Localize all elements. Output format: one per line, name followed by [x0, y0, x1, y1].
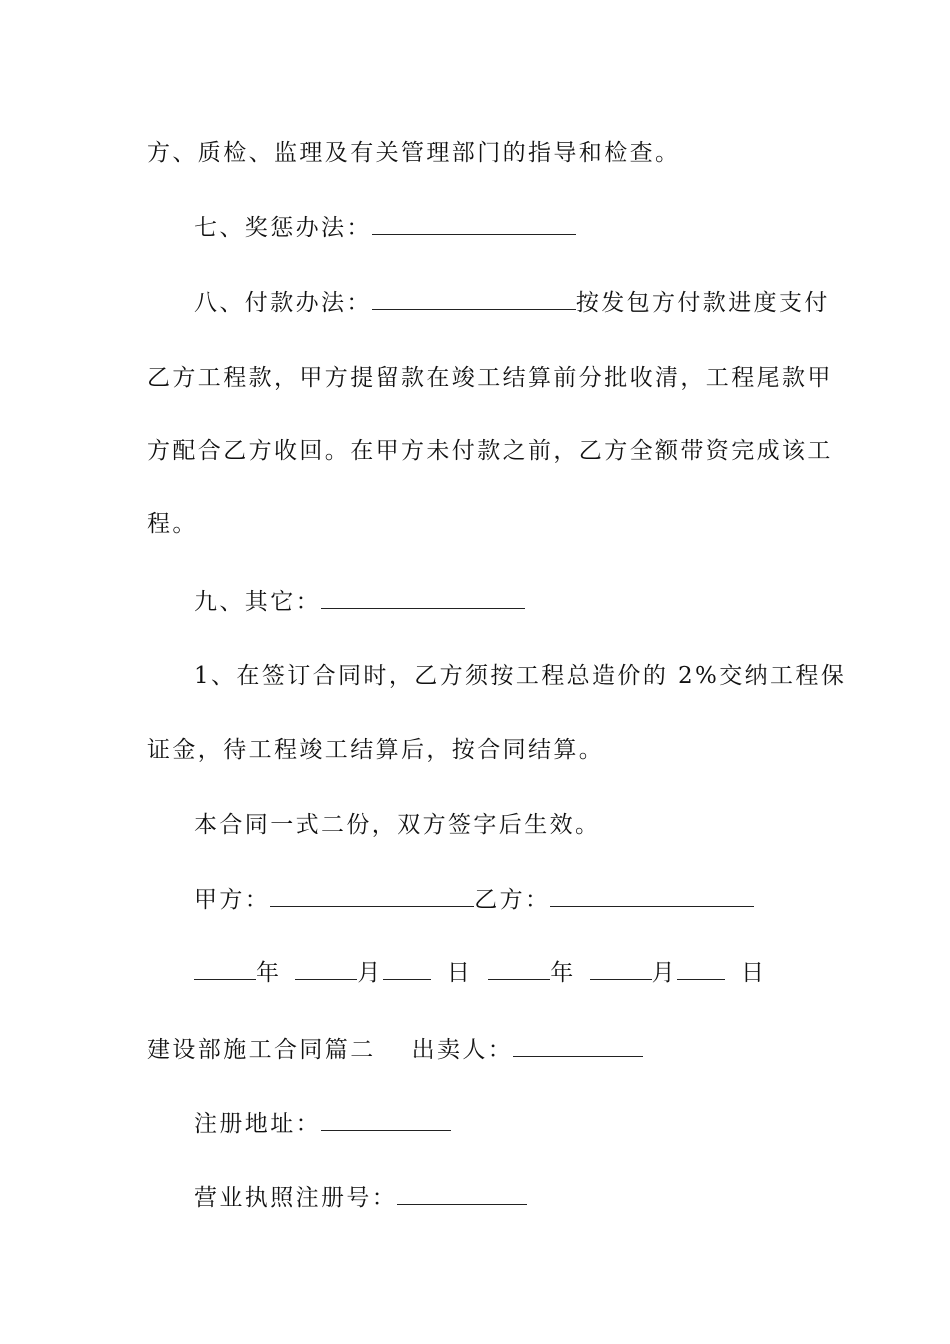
blank-field[interactable]	[372, 214, 576, 235]
paragraph-line	[147, 735, 604, 765]
text: 程。	[147, 511, 198, 537]
text: 方、质检、监理及有关管理部门的指导和检查。	[147, 140, 681, 166]
label: 注册地址：	[194, 1111, 321, 1137]
rewards-penalties-line	[194, 213, 576, 243]
text: 方配合乙方收回。在甲方未付款之前，乙方全额带资完成该工	[147, 438, 833, 464]
paragraph-line	[147, 509, 198, 539]
blank-field[interactable]	[321, 588, 525, 609]
other-line	[194, 587, 525, 617]
registered-address-line	[194, 1109, 451, 1139]
year-blank[interactable]	[194, 959, 256, 980]
label: 七、奖惩办法：	[194, 215, 372, 241]
party-b-blank[interactable]	[550, 886, 754, 907]
month-blank[interactable]	[590, 959, 652, 980]
license-blank[interactable]	[397, 1184, 527, 1205]
month-label: 月	[357, 960, 383, 986]
seller-label: 出卖人：	[411, 1037, 514, 1063]
party-a-label: 甲方：	[194, 887, 271, 913]
text: 1、在签订合同时，乙方须按工程总造价的 2%交纳工程保	[194, 663, 847, 689]
text: 乙方工程款，甲方提留款在竣工结算前分批收清，工程尾款甲	[147, 365, 833, 391]
day-blank[interactable]	[383, 959, 431, 980]
year-label: 年	[550, 960, 576, 986]
year-blank[interactable]	[488, 959, 550, 980]
blank-field[interactable]	[372, 289, 576, 310]
paragraph-line	[147, 436, 833, 466]
day-label: 日	[446, 960, 473, 986]
business-license-line	[194, 1183, 527, 1213]
text: 证金，待工程竣工结算后，按合同结算。	[147, 737, 605, 763]
label: 九、其它：	[194, 589, 321, 615]
seller-blank[interactable]	[513, 1036, 643, 1057]
date-line	[194, 958, 766, 988]
year-label: 年	[256, 960, 282, 986]
text: 按发包方付款进度支付	[575, 290, 830, 316]
party-b-label: 乙方：	[474, 887, 551, 913]
party-a-blank[interactable]	[270, 886, 474, 907]
paragraph-line	[147, 138, 680, 168]
month-blank[interactable]	[295, 959, 357, 980]
label: 营业执照注册号：	[194, 1185, 398, 1211]
month-label: 月	[651, 960, 678, 986]
text: 本合同一式二份，双方签字后生效。	[194, 812, 601, 838]
paragraph-line	[194, 810, 600, 840]
paragraph-line	[194, 661, 846, 691]
signature-line	[194, 885, 754, 915]
address-blank[interactable]	[321, 1110, 451, 1131]
day-blank[interactable]	[677, 959, 725, 980]
paragraph-line	[147, 363, 833, 393]
day-label: 日	[741, 960, 767, 986]
label: 八、付款办法：	[194, 290, 372, 316]
payment-method-line	[194, 288, 830, 318]
section-title: 建设部施工合同篇二	[147, 1037, 376, 1063]
section-heading-line	[147, 1035, 643, 1065]
